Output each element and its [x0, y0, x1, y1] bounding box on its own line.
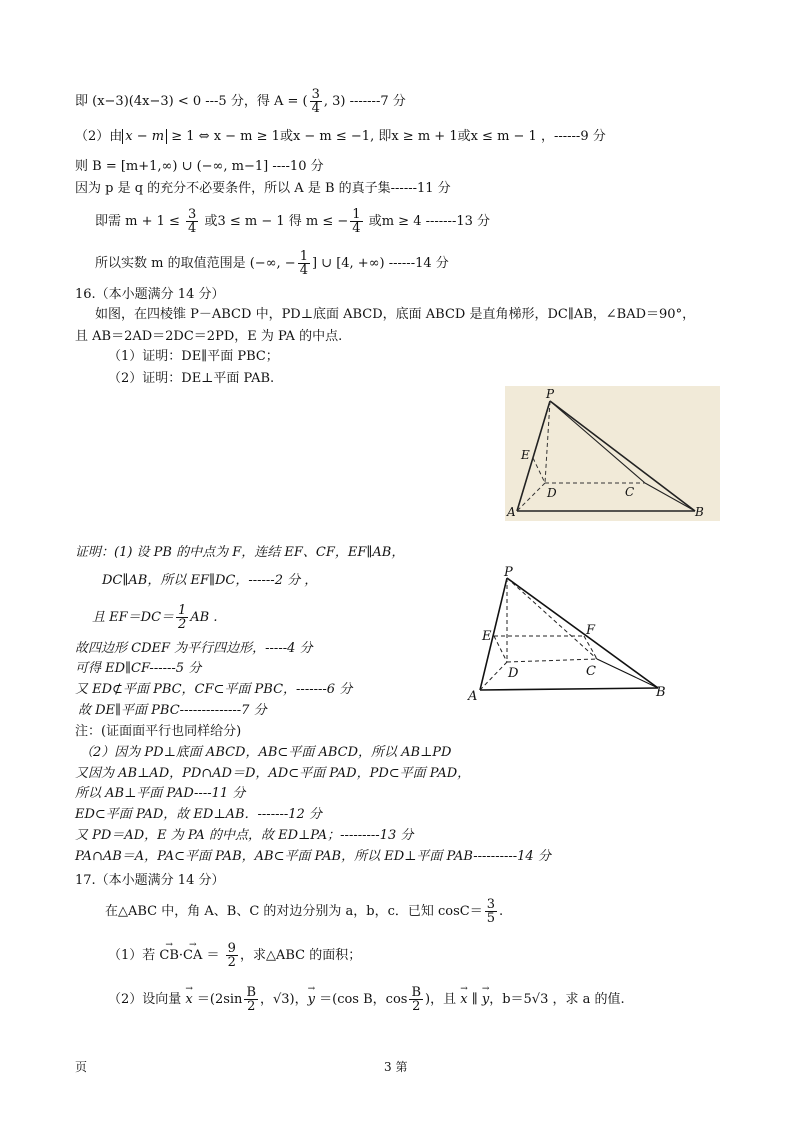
- fraction: $\frac{9}{2}$: [227, 941, 236, 970]
- proof-line-2: DC∥AB，所以 EF∥DC，------2 分 ，: [102, 573, 318, 588]
- question-16-stem-2: 且 AB＝2AD＝2DC＝2PD，E 为 PA 的中点.: [75, 329, 343, 344]
- fraction: $\frac{1}{2}$: [178, 603, 187, 632]
- pyramid-figure-1: [505, 386, 720, 521]
- question-16-stem-1: 如图，在四棱锥 P－ABCD 中，PD⊥底面 ABCD，底面 ABCD 是直角梯形，DC∥AB，∠BAD＝90°，: [95, 307, 696, 322]
- fraction: $\frac{1}{4}$: [299, 249, 308, 278]
- question-17-stem: 在△ABC 中，角 A、B、C 的对边分别为 a，b，c．已知 cosC＝ $\frac{3}{5}$ .: [105, 897, 504, 926]
- edge-DC: [507, 659, 597, 662]
- vector-CA: → CA: [183, 947, 202, 965]
- fraction: $\frac{3}{5}$: [486, 897, 496, 926]
- label-E: E: [482, 629, 492, 644]
- label-P: P: [546, 387, 555, 401]
- question-16-part-2: （2）证明：DE⊥平面 PAB.: [108, 371, 275, 386]
- proof-line-13: 又 PD＝AD，E 为 PA 的中点，故 ED⊥PA；---------13 分: [75, 828, 414, 843]
- proof-line-14: PA∩AB＝A，PA⊂平面 PAB，AB⊂平面 PAB，所以 ED⊥平面 PAB----------14 分: [75, 849, 551, 864]
- question-16-part-1: （1）证明：DE∥平面 PBC；: [108, 349, 279, 364]
- label-E: E: [521, 448, 530, 462]
- fraction: $\frac{3}{4}$: [188, 207, 197, 236]
- proof-line-11: 所以 AB⊥平面 PAD----11 分: [75, 786, 246, 801]
- proof-line-1: 证明：(1) 设 PB 的中点为 F，连结 EF、CF，EF∥AB，: [75, 545, 405, 560]
- solution-line-5: 即需 m + 1 ≤ $\frac{3}{4}$ 或3 ≤ m − 1 得 m ≤ − $\frac{1}{4}$ 或m ≥ 4 -------13 分: [95, 207, 491, 236]
- edge-AB: [480, 688, 658, 690]
- label-A: A: [507, 505, 516, 519]
- label-B: B: [656, 685, 666, 700]
- fraction: $\frac{3}{4}$: [311, 87, 320, 116]
- edge-CB: [597, 659, 658, 688]
- text: 即 (x−3)(4x−3) < 0 ---5 分，得 A = (: [75, 94, 308, 109]
- solution-line-1: [75, 88, 406, 115]
- footer-left: 页: [75, 1060, 88, 1074]
- absolute-value: x − m: [122, 129, 167, 144]
- vector-x: → x: [185, 991, 192, 1009]
- proof-line-9: （2）因为 PD⊥底面 ABCD，AB⊂平面 ABCD，所以 AB⊥PD: [80, 745, 452, 760]
- proof-line-10: 又因为 AB⊥AD，PD∩AD＝D，AD⊂平面 PAD，PD⊂平面 PAD，: [75, 766, 471, 781]
- segment-ED: [494, 636, 507, 662]
- question-17-header: 17.（本小题满分 14 分）: [75, 873, 225, 888]
- solution-line-4: 因为 p 是 q 的充分不必要条件，所以 A 是 B 的真子集------11 分: [75, 181, 451, 196]
- edge-PB: [507, 578, 658, 688]
- label-P: P: [504, 566, 513, 580]
- figure-background: [505, 386, 720, 521]
- vector-CB: → CB: [159, 947, 179, 965]
- solution-line-2: （2）由 x − m ≥ 1 ⇔ x − m ≥ 1或x − m ≤ −1, 即x ≥ m + 1或x ≤ m − 1 ，------9 分: [75, 129, 606, 144]
- label-B: B: [695, 505, 704, 519]
- question-17-part-2: （2）设向量 → x ＝(2sin $\frac{B}{2}$ ，√3)，→ y ＝(cos B，cos $\frac{B}{2}$ )，且 → x ∥ → y，b＝5√3 ，求 a 的值.: [108, 986, 625, 1013]
- fraction: $\frac{B}{2}$: [411, 985, 422, 1014]
- vector-y: → y: [482, 991, 489, 1009]
- label-C: C: [586, 664, 596, 679]
- proof-line-5: 可得 ED∥CF------5 分: [75, 661, 202, 676]
- fraction: $\frac{B}{2}$: [246, 985, 256, 1014]
- page-number: 3 第: [384, 1060, 408, 1074]
- proof-line-3: 且 EF＝DC＝ $\frac{1}{2}$ AB .: [92, 603, 218, 632]
- proof-line-6: 又 ED⊄平面 PBC，CF⊂平面 PBC，-------6 分: [75, 682, 353, 697]
- proof-line-7: 故 DE∥平面 PBC--------------7 分: [78, 703, 267, 718]
- edge-PC: [507, 578, 597, 659]
- proof-line-4: 故四边形 CDEF 为平行四边形，-----4 分: [75, 641, 313, 656]
- fraction: $\frac{1}{4}$: [352, 207, 361, 236]
- label-C: C: [625, 485, 635, 499]
- label-D: D: [508, 666, 519, 681]
- label-F: F: [586, 623, 596, 638]
- proof-line-12: ED⊂平面 PAD，故 ED⊥AB．-------12 分: [75, 807, 322, 822]
- label-D: D: [547, 486, 557, 500]
- proof-note: 注：(证面面平行也同样给分): [75, 724, 242, 739]
- question-16-header: 16.（本小题满分 14 分）: [75, 287, 225, 302]
- solution-line-6: 所以实数 m 的取值范围是 (−∞, − $\frac{1}{4}$ ] ∪ [4, +∞) ------14 分: [95, 249, 449, 278]
- pyramid-figure-2: [466, 566, 676, 704]
- vector-y: → y: [308, 991, 315, 1009]
- vector-x: → x: [460, 991, 467, 1009]
- question-17-part-1: （1）若 → CB·→ CA ＝ $\frac{9}{2}$ ，求△ABC 的面积；: [108, 942, 361, 969]
- solution-line-3: 则 B = [m+1,∞) ∪ (−∞, m−1] ----10 分: [75, 159, 324, 174]
- text: , 3) -------7 分: [323, 94, 406, 109]
- label-A: A: [468, 689, 478, 704]
